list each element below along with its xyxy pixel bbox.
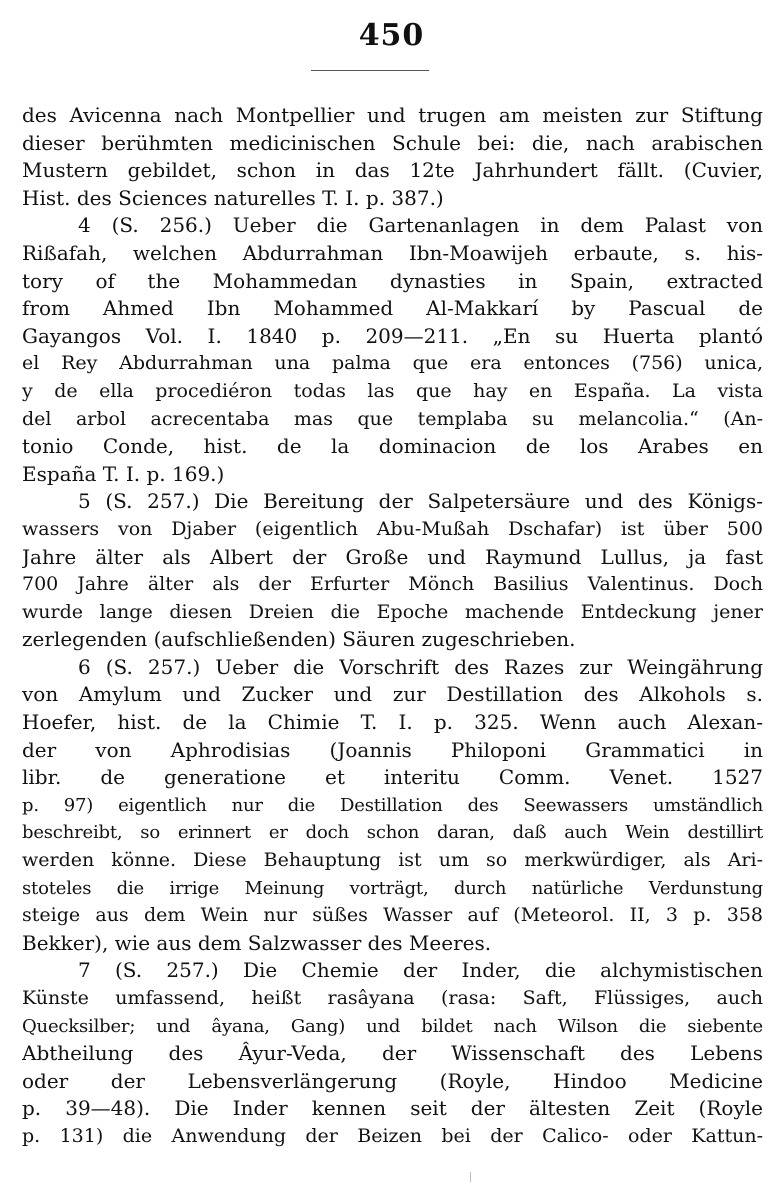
text-line: y de ella procediéron todas las que hay en España. La vista (22, 379, 763, 402)
text-line: libr. de generatione et interitu Comm. Venet. 1527 (22, 765, 763, 790)
text-line: Hist. des Sciences naturelles T. I. p. 387.) (22, 185, 444, 210)
text-line: from Ahmed Ibn Mohammed Al-Makkarí by Pascual de (22, 296, 763, 321)
text-line: Quecksilber; und âyana, Gang) und bildet nach Wilson die siebente (22, 1015, 763, 1037)
text-line: Abtheilung des Âyur-Veda, der Wissenschaft des Lebens (22, 1041, 763, 1066)
footnote-6-start: 6 (S. 257.) Ueber die Vorschrift des Razes zur Weingährung (78, 654, 763, 679)
footnote-5-start: 5 (S. 257.) Die Bereitung der Salpetersäure und des Königs- (78, 489, 763, 514)
text-line: Mustern gebildet, schon in das 12te Jahrhundert fällt. (Cuvier, (22, 158, 763, 183)
text-line: wurde lange diesen Dreien die Epoche machende Entdeckung jener (22, 600, 763, 623)
text-line: von Amylum und Zucker und zur Destillation des Alkohols s. (22, 682, 763, 707)
text-line: zerlegenden (aufschließenden) Säuren zugeschrieben. (22, 627, 576, 652)
text-line: tory of the Mohammedan dynasties in Spain, extracted (22, 268, 763, 293)
text-line: Künste umfassend, heißt rasâyana (rasa: Saft, Flüssiges, auch (22, 987, 763, 1009)
text-line: p. 131) die Anwendung der Beizen bei der Calico- oder Kattun- (22, 1124, 763, 1147)
text-line: werden könne. Diese Behauptung ist um so merkwürdiger, als Ari- (22, 849, 763, 872)
text-line: der von Aphrodisias (Joannis Philoponi Grammatici in (22, 737, 763, 762)
text-line: beschreibt, so erinnert er doch schon daran, daß auch Wein destillirt (22, 822, 763, 844)
footnote-text-body (22, 102, 763, 1151)
text-line: del arbol acrecentaba mas que templaba su melancolia.“ (An- (22, 407, 763, 430)
text-line: des Avicenna nach Montpellier und trugen am meisten zur Stiftung (22, 103, 763, 127)
text-line: el Rey Abdurrahman una palma que era entonces (756) unica, (22, 352, 763, 375)
scan-mark (470, 1172, 471, 1182)
text-line: Gayangos Vol. I. 1840 p. 209—211. „En su Huerta plantó (22, 323, 763, 348)
text-line: Jahre älter als Albert der Große und Raymund Lullus, ja fast (22, 544, 763, 569)
text-line: dieser berühmten medicinischen Schule bei: die, nach arabischen (22, 130, 763, 155)
footnote-7-start: 7 (S. 257.) Die Chemie der Inder, die alchymistischen (78, 958, 763, 983)
text-line: wassers von Djaber (eigentlich Abu-Mußah Dschafar) ist über 500 (22, 517, 763, 540)
text-line: España T. I. p. 169.) (22, 461, 225, 486)
text-line: Rißafah, welchen Abdurrahman Ibn-Moawijeh erbaute, s. his- (22, 240, 763, 265)
text-line: p. 97) eigentlich nur die Destillation des Seewassers umständlich (22, 794, 763, 816)
header-rule (311, 70, 429, 71)
page-number: 450 (358, 18, 425, 53)
text-line: oder der Lebensverlängerung (Royle, Hindoo Medicine (22, 1068, 763, 1093)
text-line: Bekker), wie aus dem Salzwasser des Meeres. (22, 930, 492, 955)
text-line: tonio Conde, hist. de la dominacion de los Arabes en (22, 434, 763, 459)
text-line: Hoefer, hist. de la Chimie T. I. p. 325. Wenn auch Alexan- (22, 710, 763, 735)
text-line: 700 Jahre älter als der Erfurter Mönch Basilius Valentinus. Doch (22, 573, 763, 596)
text-line: stoteles die irrige Meinung vorträgt, durch natürliche Verdunstung (22, 877, 763, 899)
text-line: p. 39—48). Die Inder kennen seit der ältesten Zeit (Royle (22, 1096, 763, 1121)
footnote-4-start: 4 (S. 256.) Ueber die Gartenanlagen in dem Palast von (78, 213, 763, 238)
text-line: steige aus dem Wein nur süßes Wasser auf (Meteorol. II, 3 p. 358 (22, 904, 763, 927)
